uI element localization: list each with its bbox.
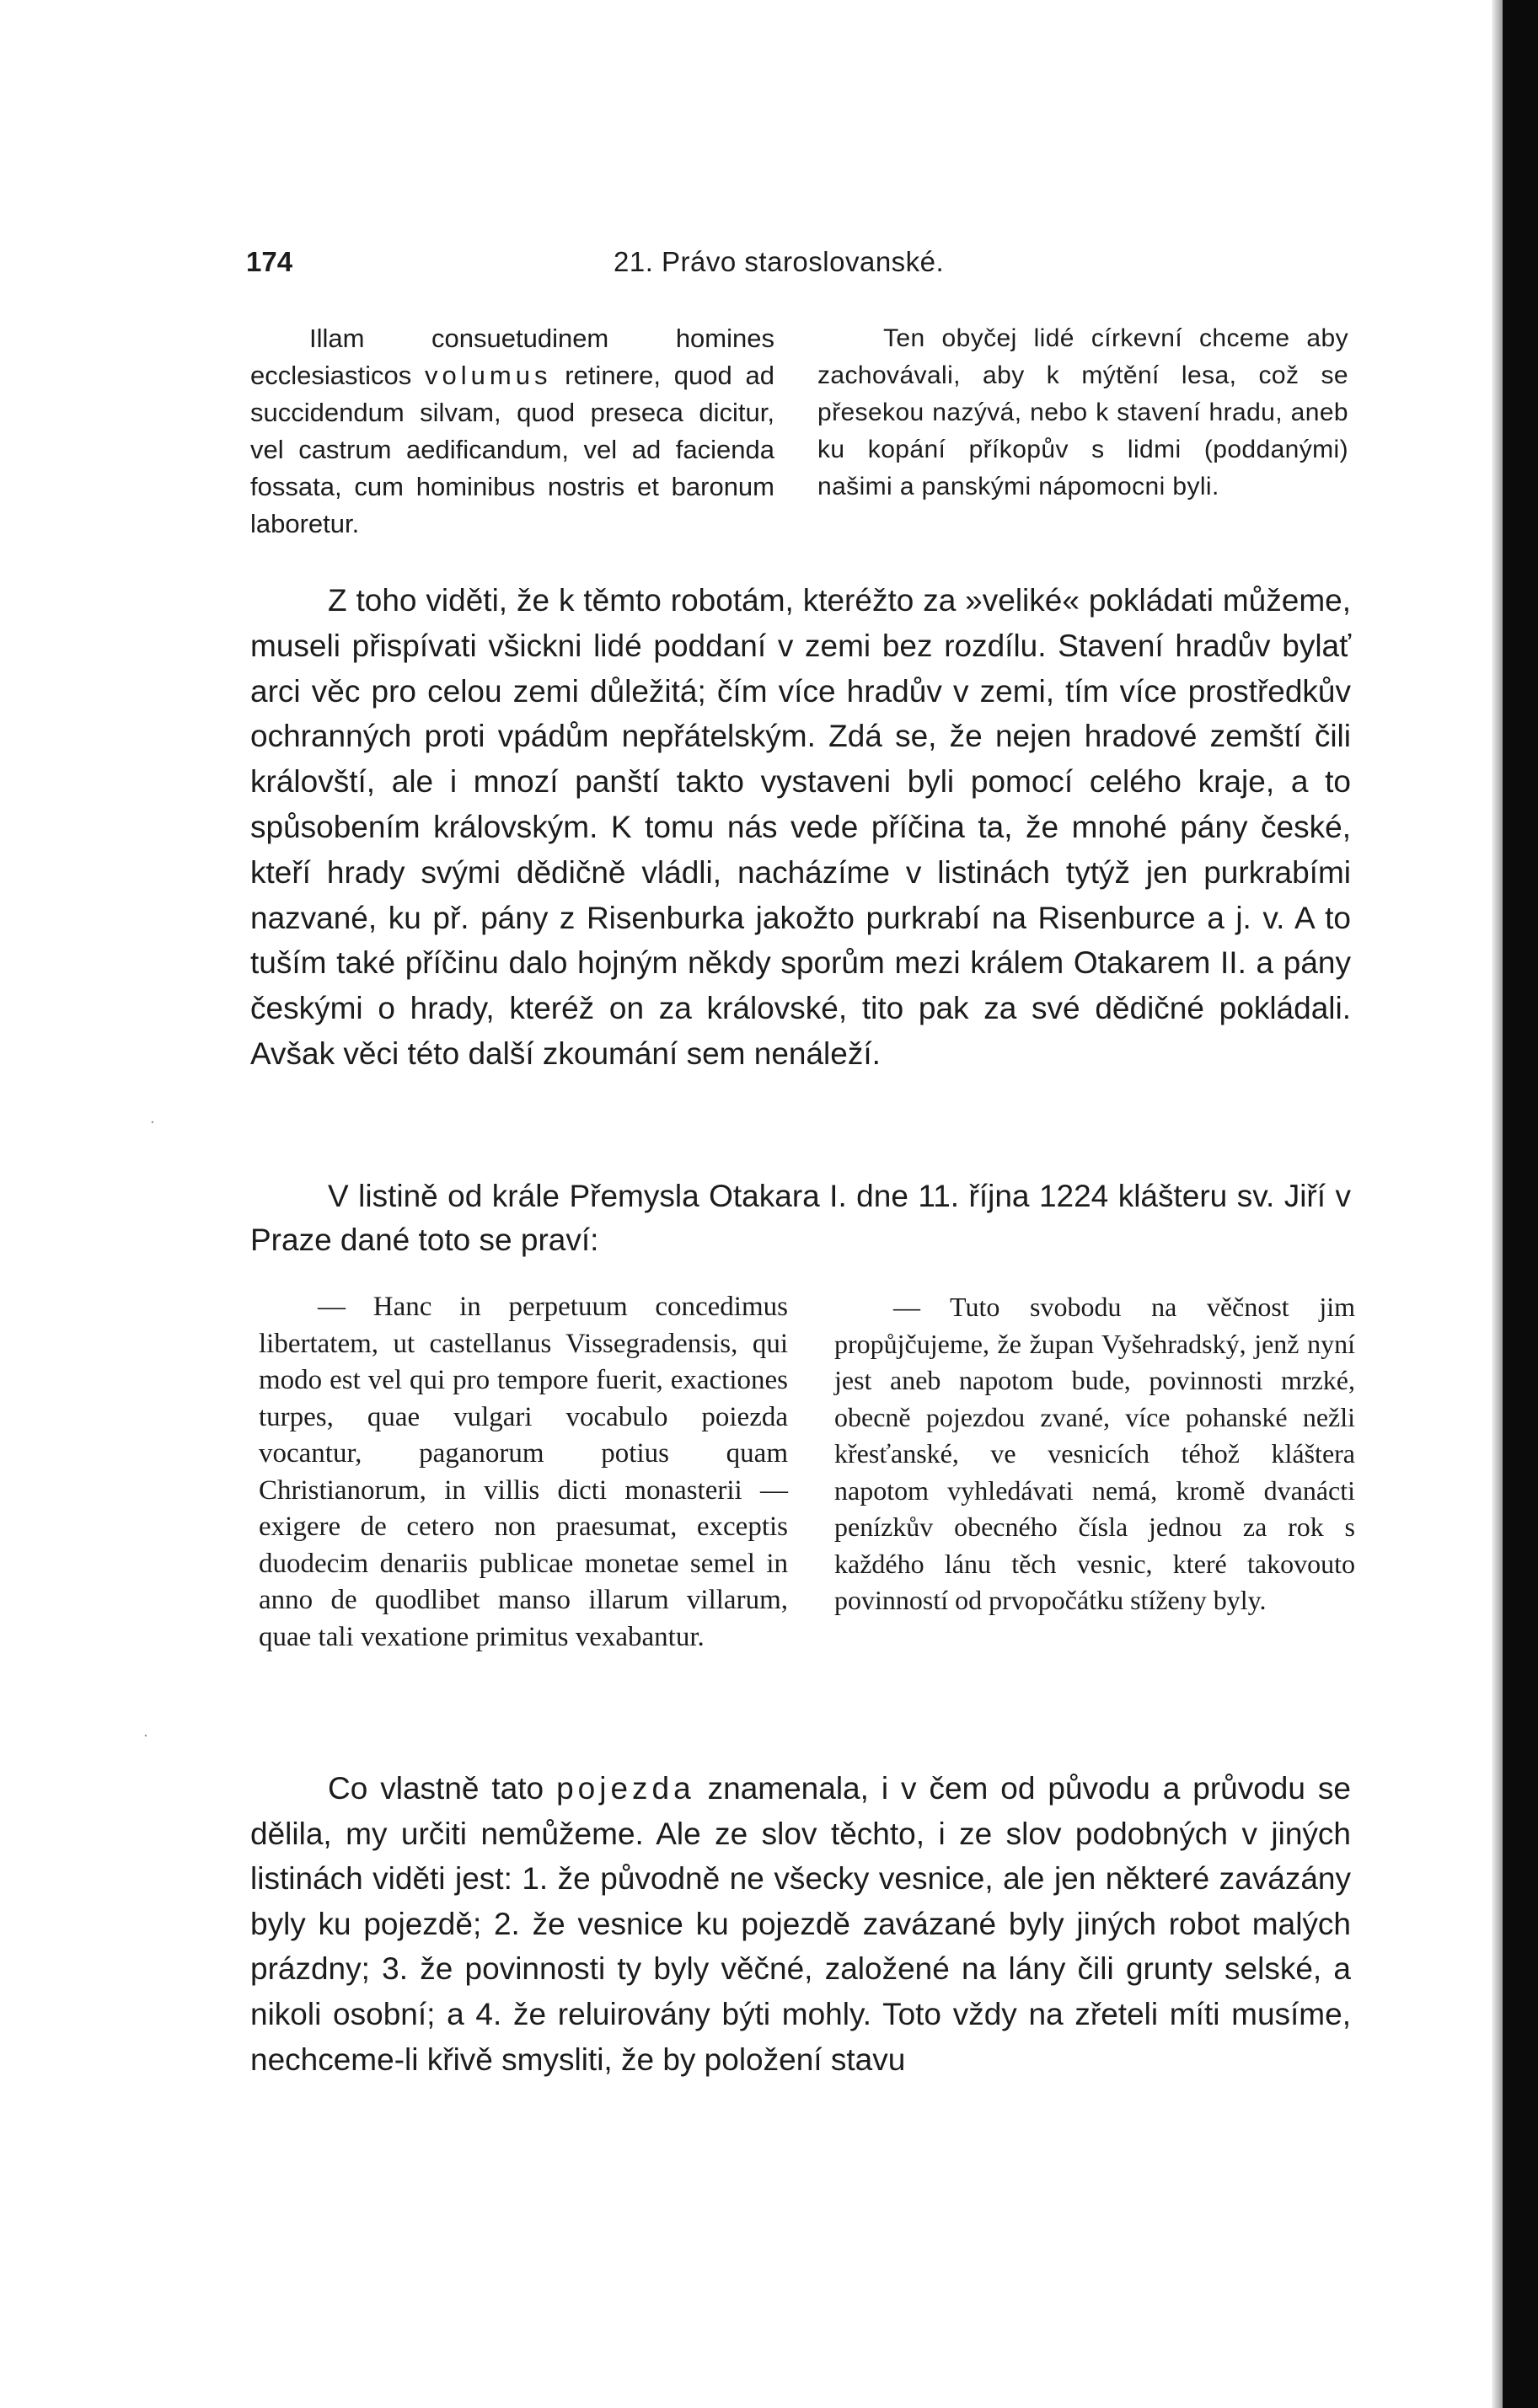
body-paragraph xyxy=(250,1175,1351,1262)
czech-translation-text: Ten obyčej lidé církevní chceme aby zachovávali, aby k mýtění lesa, což se přesekou nazývá, nebo k stavení hradu, aneb ku kopání příkopův s lidmi (poddanými) našimi a panskými nápomocni byli. xyxy=(817,324,1348,500)
latin-charter-column xyxy=(259,1289,788,1656)
latin-quote-before: Illam consuetudinem homines ecclesiasticos xyxy=(250,324,774,390)
body-paragraph-text xyxy=(250,1766,1351,2082)
latin-quote-text xyxy=(250,320,774,543)
scan-speck: · xyxy=(143,1727,148,1745)
body-paragraph xyxy=(250,578,1351,1077)
latin-quote-after: retinere, quod ad succidendum silvam, quod preseca dicitur, vel castrum aedificandum, vel ad facienda fossata, cum hominibus nostris et baronum laboretur. xyxy=(250,361,774,538)
body-paragraph-text: V listině od krále Přemysla Otakara I. dne 11. října 1224 klášteru sv. Jiří v Praze dané toto se praví: xyxy=(250,1179,1351,1257)
paragraph-after: znamenala, i v čem od původu a průvodu se dělila, my určiti nemůžeme. Ale ze slov těchto, i ze slov podobných v jiných listinách viděti jest: 1. že původně ne všecky vesnice, ale jen některé zavázány byly ku pojezdě; 2. že vesnice ku pojezdě zavázané byly jiných robot malých prázdny; 3. že povinnosti ty byly věčné, založené na lány čili grunty selské, a nikoli osobní; a 4. že reluirovány býti mohly. Toto vždy na zřeteli míti musíme, nechceme-li křivě smysliti, že by položení stavu xyxy=(250,1771,1351,2077)
scan-speck: · xyxy=(150,1114,155,1132)
latin-quote-spaced-word: volumus xyxy=(425,361,552,390)
page-edge-shadow xyxy=(1492,0,1503,2408)
scan-border xyxy=(1503,0,1538,2408)
latin-quote-column xyxy=(250,320,774,543)
page-number: 174 xyxy=(246,246,293,277)
running-title: 21. Právo staroslovanské. xyxy=(614,246,945,277)
body-paragraph xyxy=(250,1766,1351,2082)
czech-charter-text: — Tuto svobodu na věčnost jim propůjčujeme, že župan Vyšehradský, jenž nyní jest aneb napotom bude, povinnosti mrzké, obecně pojezdou zvané, více pohanské nežli křesťanské, ve vesnicích téhož kláštera napotom vyhledávati nemá, kromě dvanácti penízkův obecného čísla jednou za rok s každého lánu těch vesnic, které takovouto povinností od prvopočátku stíženy byly. xyxy=(834,1292,1355,1615)
czech-charter-column xyxy=(834,1289,1355,1619)
czech-translation-column xyxy=(817,320,1348,506)
body-paragraph-text: Z toho viděti, že k těmto robotám, kteréžto za »veliké« pokládati můžeme, museli přispívati všickni lidé poddaní v zemi bez rozdílu. Stavení hradův bylať arci věc pro celou zemi důležitá; čím více hradův v zemi, tím více prostředkův ochranných proti vpádům nepřátelským. Zdá se, že nejen hradové zemští čili královští, ale i mnozí panští takto vystaveni byli pomocí celého kraje, a to spůsobením královským. K tomu nás vede příčina ta, že mnohé pány české, kteří hrady svými dědičně vládli, nacházíme v listinách tytýž jen purkrabími nazvané, ku př. pány z Risenburka jakožto purkrabí na Risenburce a j. v. A to tuším také příčinu dalo hojným někdy sporům mezi králem Otakarem II. a pány českými o hrady, kteréž on za královské, tito pak za své dědičné pokládali. Avšak věci této další zkoumání sem nenáleží. xyxy=(250,583,1351,1071)
latin-charter-text: — Hanc in perpetuum concedimus libertatem, ut castellanus Vissegradensis, qui modo est vel qui pro tempore fuerit, exactiones turpes, quae vulgari vocabulo poiezda vocantur, paganorum potius quam Christianorum, in villis dicti monasterii — exigere de cetero non praesumat, exceptis duodecim denariis publicae monetae semel in anno de quodlibet manso illarum villarum, quae tali vexatione primitus vexabantur. xyxy=(259,1292,788,1652)
paragraph-spaced-word: pojezda xyxy=(556,1771,695,1806)
paragraph-before: Co vlastně tato xyxy=(328,1771,557,1806)
page-header xyxy=(246,246,1364,285)
